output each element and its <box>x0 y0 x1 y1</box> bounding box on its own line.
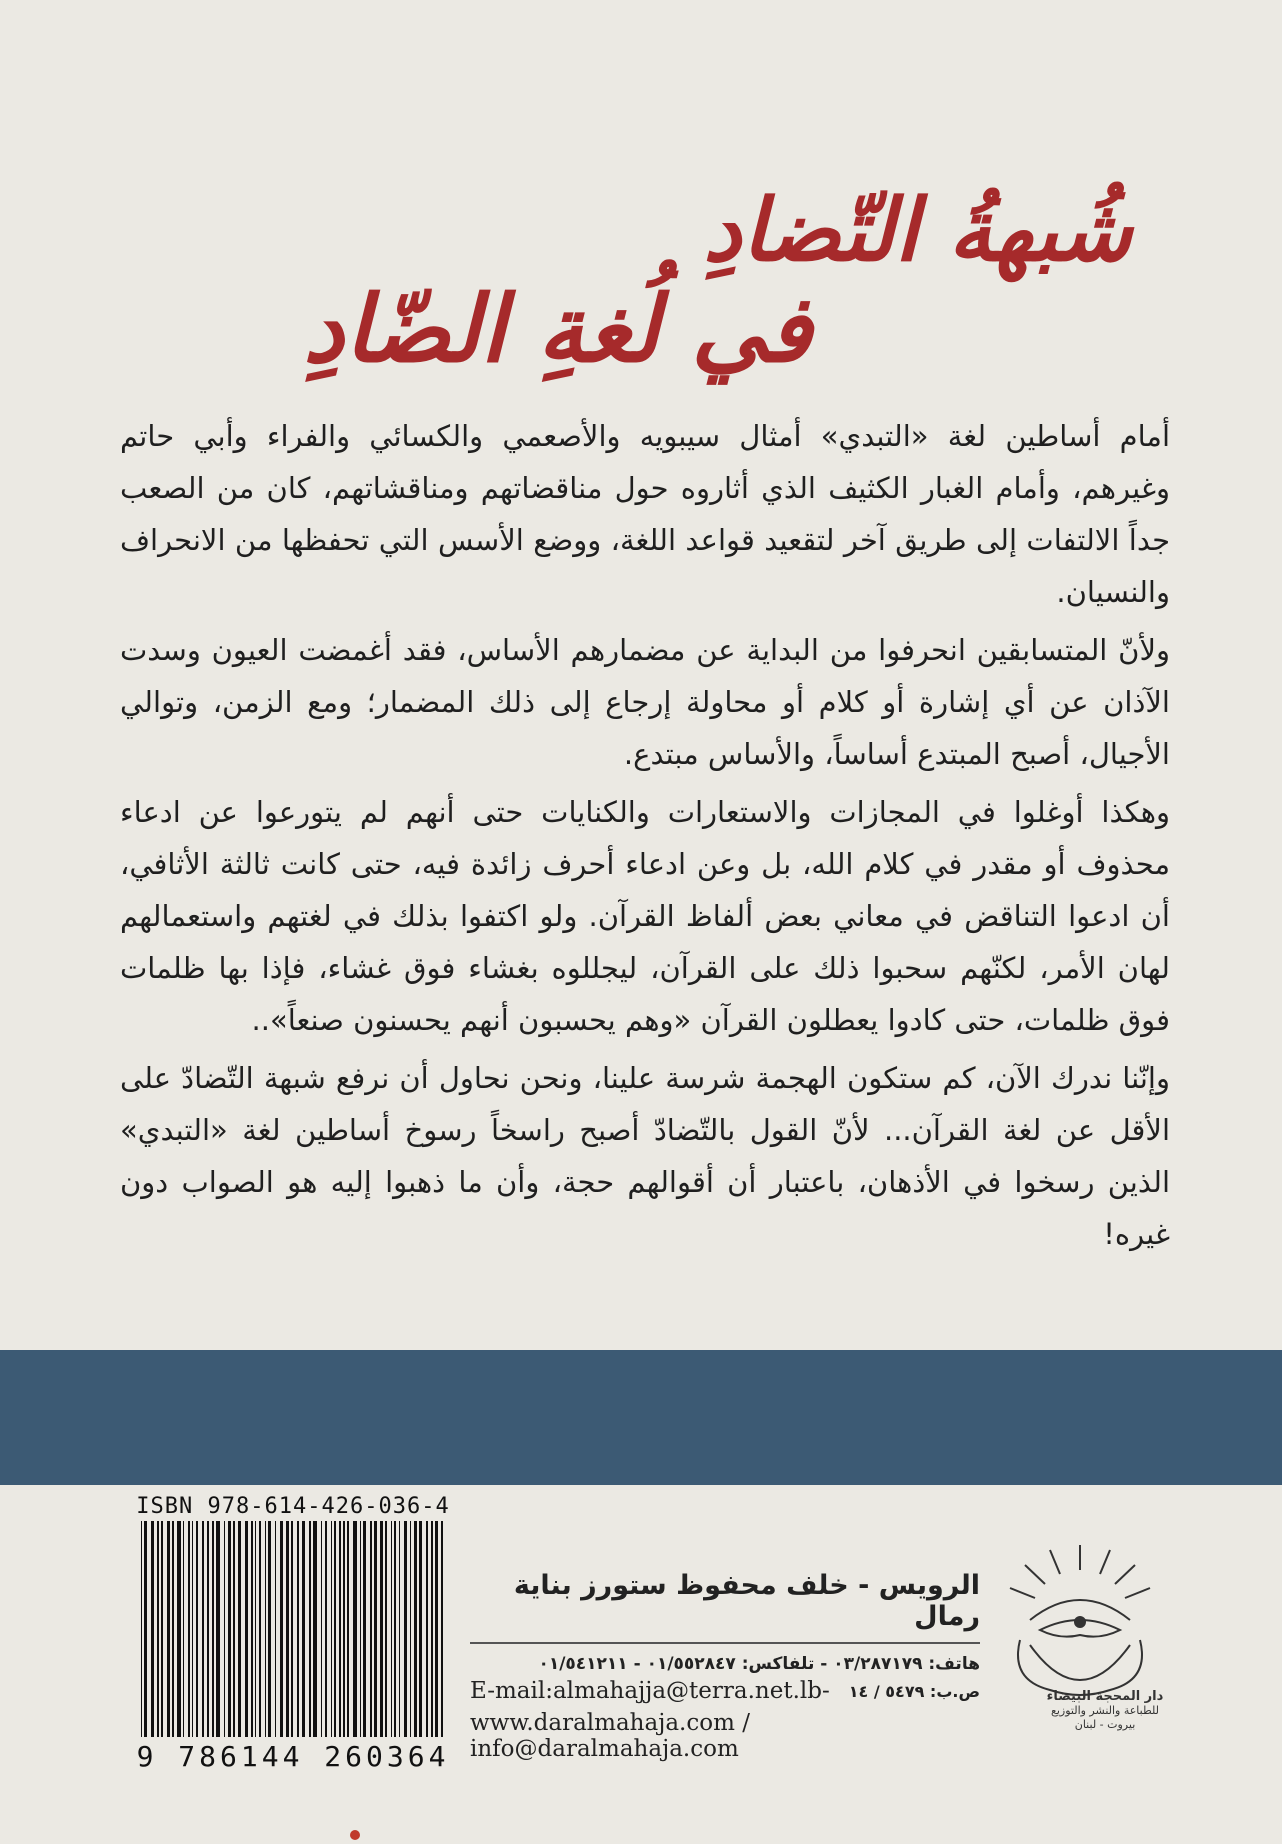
barcode-bar <box>207 1521 209 1737</box>
barcode-bars <box>133 1521 453 1737</box>
barcode-bar <box>141 1521 142 1737</box>
barcode-bar <box>255 1521 256 1737</box>
barcode-bar <box>391 1521 392 1737</box>
isbn-label: ISBN 978-614-426-036-4 <box>136 1494 450 1519</box>
barcode-bar <box>268 1521 271 1737</box>
barcode-bar <box>177 1521 181 1737</box>
barcode-bar <box>410 1521 411 1737</box>
title-line-1: شُبهةُ التّضادِ <box>703 180 1132 281</box>
barcode-bar <box>280 1521 283 1737</box>
barcode-bar <box>245 1521 248 1737</box>
paragraph: أمام أساطين لغة «التبدي» أمثال سيبويه والأصعمي والكسائي والفراء وأبي حاتم وغيرهم، وأمام الغبار الكثيف الذي أثاروه حول مناقضاتهم ومناقشاتهم، كان من الصعب جداً الالتفات إلى طريق آخر لتقعيد قواعد اللغة، ووضع الأسس التي تحفظها من الانحراف والنسيان. <box>120 419 1170 609</box>
logo-sub: للطباعة والنشر والتوزيع <box>1050 1704 1159 1717</box>
barcode <box>133 1493 453 1779</box>
book-title <box>0 160 1282 410</box>
barcode-bar <box>370 1521 372 1737</box>
barcode-bar <box>202 1521 204 1737</box>
barcode-bar <box>380 1521 383 1737</box>
barcode-bar <box>394 1521 396 1737</box>
barcode-bar <box>196 1521 198 1737</box>
barcode-bar <box>259 1521 261 1737</box>
paragraph: ولأنّ المتسابقين انحرفوا من البداية عن مضمارهم الأساس، فقد أغمضت العيون وسدت الآذان عن أي إشارة أو كلام أو محاولة إرجاع إلى ذلك المضمار؛ ومع الزمن، وتوالي الأجيال، أصبح المبتدع أساساً، والأساس مبتدع. <box>120 633 1170 771</box>
publisher-email: E-mail:almahajja@terra.net.lb- <box>470 1678 830 1704</box>
barcode-bar <box>167 1521 170 1737</box>
barcode-bar <box>353 1521 357 1737</box>
barcode-bar <box>313 1521 317 1737</box>
barcode-bar <box>419 1521 422 1737</box>
publisher-contact <box>470 1570 980 1762</box>
barcode-bar <box>151 1521 154 1737</box>
barcode-bar <box>343 1521 345 1737</box>
barcode-bar <box>297 1521 299 1737</box>
publisher-address: الرويس - خلف محفوظ ستورز بناية رمال <box>470 1570 980 1644</box>
barcode-bar <box>325 1521 327 1737</box>
barcode-bar <box>360 1521 361 1737</box>
barcode-bar <box>426 1521 428 1737</box>
decorative-band <box>0 1350 1282 1485</box>
title-line-2: في لُغةِ الضّادِ <box>303 275 812 383</box>
barcode-bar <box>309 1521 311 1737</box>
publisher-phones: هاتف: ٠٣/٢٨٧١٧٩ - تلفاكس: ٠١/٥٥٢٨٤٧ - ٠١/٥٤١٢١١ <box>538 1654 980 1674</box>
barcode-bar <box>275 1521 276 1737</box>
barcode-bar <box>399 1521 400 1737</box>
barcode-bar <box>286 1521 289 1737</box>
publisher-web: www.daralmahaja.com / info@daralmahaja.com <box>470 1710 750 1762</box>
barcode-bar <box>161 1521 163 1737</box>
barcode-bar <box>339 1521 341 1737</box>
barcode-bar <box>431 1521 433 1737</box>
barcode-bar <box>233 1521 235 1737</box>
barcode-bar <box>265 1521 266 1737</box>
publisher-logo-text <box>1030 1690 1180 1732</box>
barcode-bar <box>441 1521 443 1737</box>
paragraph: وإنّنا ندرك الآن، كم ستكون الهجمة شرسة علينا، ونحن نحاول أن نرفع شبهة التّضادّ على الأقل عن لغة القرآن... لأنّ القول بالتّضادّ أصبح راسخاً رسوخ أساطين لغة «التبدي» الذين رسخوا في الأذهان، باعتبار أن أقوالهم حجة، وأن ما ذهبوا إليه هو الصواب دون غيره! <box>120 1061 1170 1251</box>
barcode-bar <box>347 1521 349 1737</box>
barcode-bar <box>302 1521 305 1737</box>
barcode-bar <box>251 1521 253 1737</box>
barcode-bar <box>414 1521 417 1737</box>
barcode-bar <box>157 1521 159 1737</box>
barcode-bar <box>183 1521 184 1737</box>
barcode-bar <box>404 1521 407 1737</box>
barcode-bar <box>192 1521 193 1737</box>
blurb-text <box>120 410 1170 1266</box>
barcode-bar <box>144 1521 147 1737</box>
publisher-email-line <box>470 1678 980 1704</box>
barcode-bar <box>334 1521 336 1737</box>
paragraph: وهكذا أوغلوا في المجازات والاستعارات والكنايات حتى أنهم لم يتورعوا عن ادعاء محذوف أو مقدر في كلام الله، بل وعن ادعاء أحرف زائدة فيه، حتى كانت ثالثة الأثافي، أن ادعوا التناقض في معاني بعض ألفاظ القرآن. ولو اكتفوا بذلك في لغتهم واستعمالهم لهان الأمر، لكنّهم سحبوا ذلك على القرآن، ليجللوه بغشاء فوق غشاء، فإذا بها ظلمات فوق ظلمات، حتى كادوا يعطلون القرآن «وهم يحسبون أنهم يحسنون صنعاً».. <box>120 795 1170 1037</box>
barcode-bar <box>188 1521 190 1737</box>
logo-name: دار المحجة البيضاء <box>1046 1689 1164 1704</box>
barcode-bar <box>172 1521 174 1737</box>
barcode-bar <box>212 1521 214 1737</box>
barcode-number: 9 786144 260364 <box>136 1740 450 1773</box>
barcode-bar <box>321 1521 322 1737</box>
barcode-bar <box>224 1521 225 1737</box>
barcode-bar <box>291 1521 293 1737</box>
barcode-bar <box>216 1521 220 1737</box>
barcode-bar <box>331 1521 332 1737</box>
publisher-pobox: ص.ب: ٥٤٧٩ / ١٤ <box>848 1682 980 1701</box>
barcode-bar <box>238 1521 241 1737</box>
barcode-bar <box>228 1521 231 1737</box>
logo-city: بيروت - لبنان <box>1074 1718 1136 1731</box>
barcode-bar <box>435 1521 438 1737</box>
barcode-bar <box>374 1521 377 1737</box>
decorative-dot <box>350 1830 360 1840</box>
barcode-bar <box>385 1521 387 1737</box>
barcode-bar <box>363 1521 366 1737</box>
